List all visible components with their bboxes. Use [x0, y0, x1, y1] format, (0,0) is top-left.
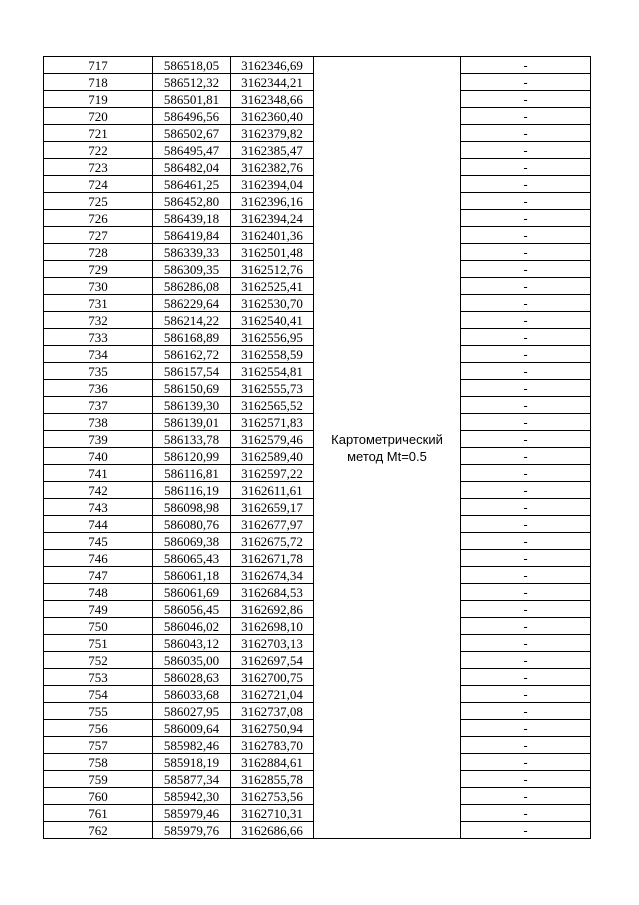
y-coordinate-cell: 3162396,16 [231, 193, 314, 210]
x-coordinate-cell: 586033,68 [153, 686, 231, 703]
point-number-cell: 741 [44, 465, 153, 482]
point-number-cell: 726 [44, 210, 153, 227]
point-number-cell: 751 [44, 635, 153, 652]
point-number-cell: 744 [44, 516, 153, 533]
y-coordinate-cell: 3162710,31 [231, 805, 314, 822]
y-coordinate-cell: 3162401,36 [231, 227, 314, 244]
point-number-cell: 720 [44, 108, 153, 125]
y-coordinate-cell: 3162554,81 [231, 363, 314, 380]
x-coordinate-cell: 586120,99 [153, 448, 231, 465]
point-number-cell: 752 [44, 652, 153, 669]
x-coordinate-cell: 586098,98 [153, 499, 231, 516]
x-coordinate-cell: 586116,19 [153, 482, 231, 499]
note-cell: - [461, 108, 591, 125]
point-number-cell: 753 [44, 669, 153, 686]
point-number-cell: 755 [44, 703, 153, 720]
y-coordinate-cell: 3162698,10 [231, 618, 314, 635]
x-coordinate-cell: 586168,89 [153, 329, 231, 346]
y-coordinate-cell: 3162571,83 [231, 414, 314, 431]
note-cell: - [461, 465, 591, 482]
y-coordinate-cell: 3162565,52 [231, 397, 314, 414]
note-cell: - [461, 669, 591, 686]
x-coordinate-cell: 586116,81 [153, 465, 231, 482]
x-coordinate-cell: 586518,05 [153, 57, 231, 74]
note-cell: - [461, 652, 591, 669]
note-cell: - [461, 346, 591, 363]
point-number-cell: 719 [44, 91, 153, 108]
x-coordinate-cell: 586069,38 [153, 533, 231, 550]
y-coordinate-cell: 3162686,66 [231, 822, 314, 839]
x-coordinate-cell: 586512,32 [153, 74, 231, 91]
y-coordinate-cell: 3162525,41 [231, 278, 314, 295]
coordinates-table [43, 56, 591, 839]
note-cell: - [461, 499, 591, 516]
note-cell: - [461, 176, 591, 193]
note-cell: - [461, 91, 591, 108]
x-coordinate-cell: 586229,64 [153, 295, 231, 312]
note-cell: - [461, 788, 591, 805]
x-coordinate-cell: 586162,72 [153, 346, 231, 363]
note-cell: - [461, 516, 591, 533]
x-coordinate-cell: 586009,64 [153, 720, 231, 737]
note-cell: - [461, 295, 591, 312]
point-number-cell: 740 [44, 448, 153, 465]
method-line-2: метод Mt=0.5 [347, 448, 427, 464]
y-coordinate-cell: 3162855,78 [231, 771, 314, 788]
x-coordinate-cell: 585877,34 [153, 771, 231, 788]
point-number-cell: 761 [44, 805, 153, 822]
point-number-cell: 745 [44, 533, 153, 550]
x-coordinate-cell: 585979,46 [153, 805, 231, 822]
note-cell: - [461, 720, 591, 737]
point-number-cell: 718 [44, 74, 153, 91]
x-coordinate-cell: 586065,43 [153, 550, 231, 567]
point-number-cell: 758 [44, 754, 153, 771]
x-coordinate-cell: 586150,69 [153, 380, 231, 397]
x-coordinate-cell: 586139,01 [153, 414, 231, 431]
point-number-cell: 730 [44, 278, 153, 295]
note-cell: - [461, 482, 591, 499]
point-number-cell: 754 [44, 686, 153, 703]
y-coordinate-cell: 3162684,53 [231, 584, 314, 601]
y-coordinate-cell: 3162721,04 [231, 686, 314, 703]
point-number-cell: 742 [44, 482, 153, 499]
point-number-cell: 738 [44, 414, 153, 431]
point-number-cell: 723 [44, 159, 153, 176]
x-coordinate-cell: 586133,78 [153, 431, 231, 448]
x-coordinate-cell: 586495,47 [153, 142, 231, 159]
x-coordinate-cell: 585918,19 [153, 754, 231, 771]
x-coordinate-cell: 586061,18 [153, 567, 231, 584]
y-coordinate-cell: 3162675,72 [231, 533, 314, 550]
y-coordinate-cell: 3162501,48 [231, 244, 314, 261]
y-coordinate-cell: 3162700,75 [231, 669, 314, 686]
y-coordinate-cell: 3162394,24 [231, 210, 314, 227]
y-coordinate-cell: 3162692,86 [231, 601, 314, 618]
y-coordinate-cell: 3162579,46 [231, 431, 314, 448]
point-number-cell: 748 [44, 584, 153, 601]
method-cell [314, 57, 461, 839]
note-cell: - [461, 703, 591, 720]
note-cell: - [461, 567, 591, 584]
x-coordinate-cell: 585982,46 [153, 737, 231, 754]
point-number-cell: 760 [44, 788, 153, 805]
point-number-cell: 739 [44, 431, 153, 448]
y-coordinate-cell: 3162360,40 [231, 108, 314, 125]
note-cell: - [461, 227, 591, 244]
y-coordinate-cell: 3162703,13 [231, 635, 314, 652]
method-line-1: Картометрический [331, 431, 443, 447]
point-number-cell: 746 [44, 550, 153, 567]
y-coordinate-cell: 3162697,54 [231, 652, 314, 669]
note-cell: - [461, 601, 591, 618]
note-cell: - [461, 142, 591, 159]
point-number-cell: 756 [44, 720, 153, 737]
point-number-cell: 724 [44, 176, 153, 193]
x-coordinate-cell: 586046,02 [153, 618, 231, 635]
note-cell: - [461, 754, 591, 771]
note-cell: - [461, 431, 591, 448]
note-cell: - [461, 244, 591, 261]
y-coordinate-cell: 3162597,22 [231, 465, 314, 482]
x-coordinate-cell: 585979,76 [153, 822, 231, 839]
y-coordinate-cell: 3162783,70 [231, 737, 314, 754]
point-number-cell: 749 [44, 601, 153, 618]
point-number-cell: 732 [44, 312, 153, 329]
note-cell: - [461, 822, 591, 839]
point-number-cell: 725 [44, 193, 153, 210]
y-coordinate-cell: 3162512,76 [231, 261, 314, 278]
point-number-cell: 731 [44, 295, 153, 312]
note-cell: - [461, 363, 591, 380]
point-number-cell: 734 [44, 346, 153, 363]
y-coordinate-cell: 3162611,61 [231, 482, 314, 499]
x-coordinate-cell: 586309,35 [153, 261, 231, 278]
point-number-cell: 747 [44, 567, 153, 584]
note-cell: - [461, 635, 591, 652]
y-coordinate-cell: 3162589,40 [231, 448, 314, 465]
point-number-cell: 729 [44, 261, 153, 278]
y-coordinate-cell: 3162385,47 [231, 142, 314, 159]
point-number-cell: 750 [44, 618, 153, 635]
y-coordinate-cell: 3162671,78 [231, 550, 314, 567]
note-cell: - [461, 737, 591, 754]
note-cell: - [461, 805, 591, 822]
x-coordinate-cell: 586080,76 [153, 516, 231, 533]
x-coordinate-cell: 586139,30 [153, 397, 231, 414]
point-number-cell: 737 [44, 397, 153, 414]
x-coordinate-cell: 586035,00 [153, 652, 231, 669]
note-cell: - [461, 448, 591, 465]
x-coordinate-cell: 586043,12 [153, 635, 231, 652]
point-number-cell: 733 [44, 329, 153, 346]
note-cell: - [461, 57, 591, 74]
point-number-cell: 757 [44, 737, 153, 754]
point-number-cell: 728 [44, 244, 153, 261]
point-number-cell: 735 [44, 363, 153, 380]
point-number-cell: 762 [44, 822, 153, 839]
point-number-cell: 736 [44, 380, 153, 397]
y-coordinate-cell: 3162540,41 [231, 312, 314, 329]
note-cell: - [461, 686, 591, 703]
note-cell: - [461, 312, 591, 329]
y-coordinate-cell: 3162750,94 [231, 720, 314, 737]
x-coordinate-cell: 586502,67 [153, 125, 231, 142]
note-cell: - [461, 380, 591, 397]
note-cell: - [461, 771, 591, 788]
y-coordinate-cell: 3162556,95 [231, 329, 314, 346]
point-number-cell: 743 [44, 499, 153, 516]
x-coordinate-cell: 586496,56 [153, 108, 231, 125]
note-cell: - [461, 329, 591, 346]
point-number-cell: 727 [44, 227, 153, 244]
y-coordinate-cell: 3162344,21 [231, 74, 314, 91]
note-cell: - [461, 74, 591, 91]
y-coordinate-cell: 3162674,34 [231, 567, 314, 584]
note-cell: - [461, 125, 591, 142]
y-coordinate-cell: 3162884,61 [231, 754, 314, 771]
y-coordinate-cell: 3162346,69 [231, 57, 314, 74]
y-coordinate-cell: 3162555,73 [231, 380, 314, 397]
point-number-cell: 759 [44, 771, 153, 788]
y-coordinate-cell: 3162659,17 [231, 499, 314, 516]
note-cell: - [461, 533, 591, 550]
x-coordinate-cell: 586419,84 [153, 227, 231, 244]
point-number-cell: 721 [44, 125, 153, 142]
x-coordinate-cell: 586482,04 [153, 159, 231, 176]
y-coordinate-cell: 3162394,04 [231, 176, 314, 193]
x-coordinate-cell: 586027,95 [153, 703, 231, 720]
x-coordinate-cell: 586214,22 [153, 312, 231, 329]
note-cell: - [461, 261, 591, 278]
x-coordinate-cell: 586501,81 [153, 91, 231, 108]
x-coordinate-cell: 586439,18 [153, 210, 231, 227]
y-coordinate-cell: 3162382,76 [231, 159, 314, 176]
note-cell: - [461, 278, 591, 295]
x-coordinate-cell: 586061,69 [153, 584, 231, 601]
note-cell: - [461, 193, 591, 210]
x-coordinate-cell: 585942,30 [153, 788, 231, 805]
coordinates-table-body [44, 57, 591, 839]
y-coordinate-cell: 3162753,56 [231, 788, 314, 805]
y-coordinate-cell: 3162677,97 [231, 516, 314, 533]
x-coordinate-cell: 586286,08 [153, 278, 231, 295]
note-cell: - [461, 397, 591, 414]
y-coordinate-cell: 3162530,70 [231, 295, 314, 312]
x-coordinate-cell: 586028,63 [153, 669, 231, 686]
x-coordinate-cell: 586461,25 [153, 176, 231, 193]
point-number-cell: 717 [44, 57, 153, 74]
x-coordinate-cell: 586157,54 [153, 363, 231, 380]
note-cell: - [461, 618, 591, 635]
y-coordinate-cell: 3162558,59 [231, 346, 314, 363]
note-cell: - [461, 550, 591, 567]
table-row [44, 57, 591, 74]
point-number-cell: 722 [44, 142, 153, 159]
y-coordinate-cell: 3162737,08 [231, 703, 314, 720]
note-cell: - [461, 210, 591, 227]
y-coordinate-cell: 3162348,66 [231, 91, 314, 108]
x-coordinate-cell: 586056,45 [153, 601, 231, 618]
note-cell: - [461, 584, 591, 601]
x-coordinate-cell: 586452,80 [153, 193, 231, 210]
note-cell: - [461, 159, 591, 176]
note-cell: - [461, 414, 591, 431]
y-coordinate-cell: 3162379,82 [231, 125, 314, 142]
x-coordinate-cell: 586339,33 [153, 244, 231, 261]
